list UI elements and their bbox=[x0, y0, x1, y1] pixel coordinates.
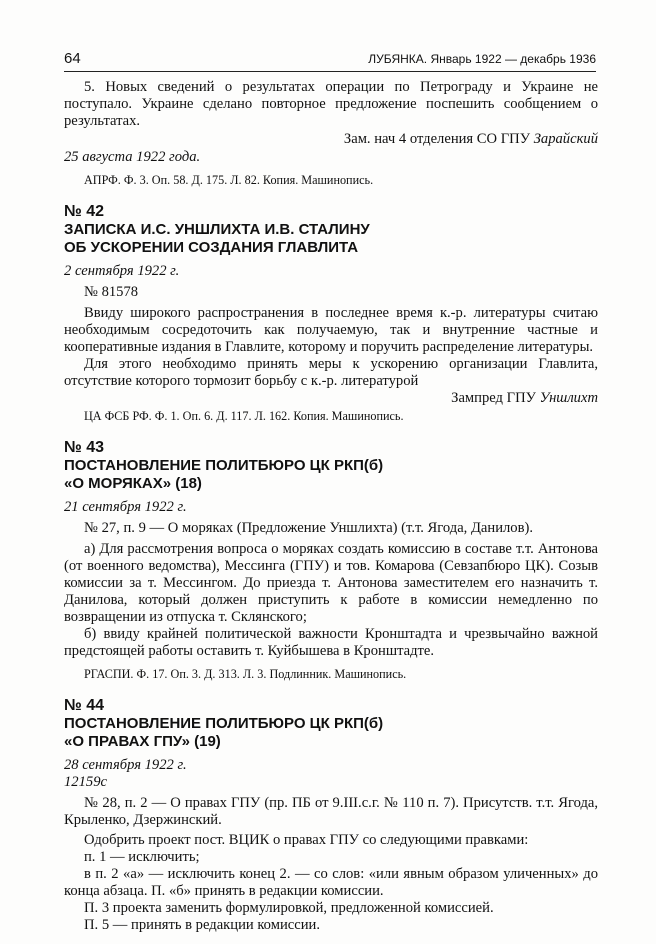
doc43-paragraph-1: № 27, п. 9 — О моряках (Предложение Уншлихта) (т.т. Ягода, Данилов). bbox=[84, 520, 534, 536]
doc42-reg-number: № 81578 bbox=[84, 284, 139, 300]
doc44-paragraph-4: в п. 2 «а» — исключить конец 2. — со слов: «или явным образом уличенных» до конца абзаца. П. «б» принять в редакции комиссии. bbox=[64, 866, 598, 899]
doc44-number: № 44 bbox=[64, 697, 105, 714]
doc43-paragraph-3: б) ввиду крайней политической важности Кронштадта и чрезвычайно важной предстоящей работы оставить т. Куйбышева в Кронштадте. bbox=[64, 626, 598, 659]
page-number: 64 bbox=[64, 50, 81, 67]
doc42-paragraph-2: Для этого необходимо принять меры к ускорению организации Главлита, отсутствие которого тормозит борьбу с к.-р. литературой bbox=[64, 356, 598, 389]
doc44-paragraph-3: п. 1 — исключить; bbox=[84, 849, 200, 865]
doc43-title-line2: «О МОРЯКАХ» (18) bbox=[64, 475, 202, 492]
doc43-paragraph-2: а) Для рассмотрения вопроса о моряках создать комиссию в составе т.т. Антонова (от военного ведомства), Мессинга (ГПУ) и тов. Комарова (Севзапбюро ЦК). Созыв комиссии за т. Мессингом. До приезда т. Антонова заместителем его назначить т. Данилова, который должен приступить к работе в комиссии немедленно по возвращении из отпуска т. Склянского; bbox=[64, 541, 598, 625]
doc44-title-line2: «О ПРАВАХ ГПУ» (19) bbox=[64, 733, 221, 750]
doc44-paragraph-2: Одобрить проект пост. ВЦИК о правах ГПУ со следующими правками: bbox=[84, 832, 529, 848]
doc42-signature-name: Уншлихт bbox=[539, 390, 598, 406]
page-body bbox=[64, 79, 598, 934]
doc43-source: РГАСПИ. Ф. 17. Оп. 3. Д. 313. Л. 3. Подлинник. Машинопись. bbox=[84, 667, 407, 681]
doc44-reg-number: 12159с bbox=[64, 774, 107, 790]
doc44-paragraph-1: № 28, п. 2 — О правах ГПУ (пр. ПБ от 9.III.с.г. № 110 п. 7). Присутств. т.т. Ягода, Крыленко, Дзержинский. bbox=[64, 795, 598, 828]
doc43-date: 21 сентября 1922 г. bbox=[64, 499, 187, 515]
doc42-signature-title: Зампред ГПУ bbox=[451, 390, 536, 406]
doc41-date: 25 августа 1922 года. bbox=[64, 149, 201, 165]
doc42-paragraph-1: Ввиду широкого распространения в последнее время к.-р. литературы считаю необходимым сосредоточить как получаемую, так и внутренние частные и кооперативные издания в Главлите, которому и поручить распределение литературы. bbox=[64, 305, 598, 355]
doc42-source: ЦА ФСБ РФ. Ф. 1. Оп. 6. Д. 117. Л. 162. Копия. Машинопись. bbox=[84, 409, 404, 423]
running-header bbox=[64, 50, 596, 72]
doc43-title-line1: ПОСТАНОВЛЕНИЕ ПОЛИТБЮРО ЦК РКП(б) bbox=[64, 457, 384, 474]
doc41-signature-name: Зарайский bbox=[533, 131, 598, 147]
header-rule bbox=[64, 71, 596, 72]
doc44-title-line1: ПОСТАНОВЛЕНИЕ ПОЛИТБЮРО ЦК РКП(б) bbox=[64, 715, 384, 732]
doc44-date: 28 сентября 1922 г. bbox=[64, 757, 187, 773]
doc44-paragraph-6: П. 5 — принять в редакции комиссии. bbox=[84, 917, 320, 933]
doc43-number: № 43 bbox=[64, 439, 105, 456]
doc42-number: № 42 bbox=[64, 203, 105, 220]
doc44-paragraph-5: П. 3 проекта заменить формулировкой, предложенной комиссией. bbox=[84, 900, 494, 916]
doc41-paragraph: 5. Новых сведений о результатах операции по Петрограду и Украине не поступало. Украине сделано повторное предложение поспешить сообщением о результатах. bbox=[64, 79, 598, 129]
running-title: ЛУБЯНКА. Январь 1922 — декабрь 1936 bbox=[368, 52, 596, 66]
doc41-signature-title: Зам. нач 4 отделения СО ГПУ bbox=[343, 131, 531, 147]
doc42-signature bbox=[64, 390, 598, 407]
doc41-signature bbox=[64, 131, 598, 148]
doc41-source: АПРФ. Ф. 3. Оп. 58. Д. 175. Л. 82. Копия. Машинопись. bbox=[84, 173, 374, 187]
doc42-title-line1: ЗАПИСКА И.С. УНШЛИХТА И.В. СТАЛИНУ bbox=[64, 221, 370, 238]
doc42-title-line2: ОБ УСКОРЕНИИ СОЗДАНИЯ ГЛАВЛИТА bbox=[64, 239, 359, 256]
doc42-date: 2 сентября 1922 г. bbox=[64, 263, 180, 279]
